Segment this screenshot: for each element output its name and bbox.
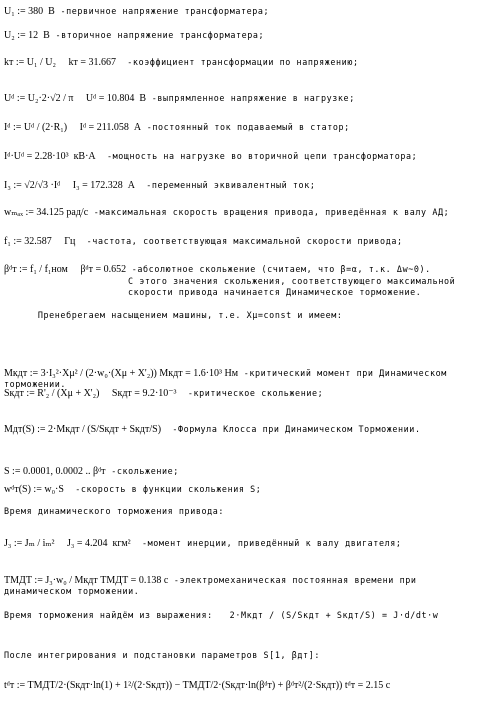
comment-beta-note-2: скорости привода начинается Динамическое торможение. — [128, 287, 422, 297]
formula-u1: U₁ := 380 В — [4, 6, 55, 17]
formula-f1: f₁ := 32.587 Гц — [4, 236, 76, 247]
formula-power: Iᵈ·Uᵈ = 2.28·10³ кВ·А — [4, 151, 96, 162]
line-i3 — [4, 180, 316, 191]
comment-speed: -скорость в функции скольжения S; — [63, 484, 262, 494]
comment-id: -постоянный ток подаваемый в статор; — [141, 122, 350, 132]
line-slip — [4, 466, 179, 477]
comment-j3: -момент инерции, приведённый к валу двигателя; — [130, 538, 402, 548]
line-wmax — [4, 207, 489, 218]
formula-wmax: wₘₐₓ := 34.125 рад/с — [4, 207, 89, 218]
formula-i3: I₃ := √2/√3 ·Iᵈ I₃ = 172.328 А — [4, 180, 135, 191]
formula-skdt: Sкдт := R'₂ / (Xμ + X'₂) Sкдт = 9.2·10⁻³ — [4, 388, 177, 399]
line-f1 — [4, 236, 403, 247]
line-beta-note-2 — [128, 287, 421, 298]
line-power — [4, 151, 417, 162]
line-kt — [4, 57, 359, 68]
comment-mkdt: -критический момент при Динамическом торможении. — [4, 368, 447, 389]
line-u2 — [4, 30, 264, 41]
braking-time-heading: Время динамического торможения привода: — [4, 506, 225, 516]
line-id — [4, 122, 350, 133]
comment-beta: -абсолютное скольжение (считаем, что β=α, т.к. Δw~0). — [126, 264, 431, 274]
line-ud — [4, 93, 355, 104]
line-assumption — [4, 310, 343, 321]
formula-mkdt: Mкдт := 3·I₃²·Xμ² / (2·w₀·(Xμ + X'₂)) Mкдт = 1.6·10³ Нм — [4, 368, 239, 379]
formula-slip: S := 0.0001, 0.0002 .. βᵈᴛ — [4, 466, 106, 477]
line-u1 — [4, 6, 269, 17]
formula-speed: wᵈᴛ(S) := w₀·S — [4, 484, 64, 495]
formula-ud: Uᵈ := U₂·2·√2 / π Uᵈ = 10.804 В — [4, 93, 147, 104]
comment-kt: -коэффициент трансформации по напряжению; — [116, 57, 359, 67]
comment-i3: -переменный эквивалентный ток; — [134, 180, 316, 190]
line-j3 — [4, 538, 402, 549]
formula-kloss: Mдт(S) := 2·Mкдт / (S/Sкдт + Sкдт/S) — [4, 424, 162, 435]
line-skdt — [4, 388, 323, 399]
formula-id: Iᵈ := Uᵈ / (2·R₁) Iᵈ = 211.058 А — [4, 122, 142, 133]
comment-u2: -вторичное напряжение трансформатера; — [49, 30, 265, 40]
formula-beta: βᵈᴛ := f₁ / f₁ном βᵈᴛ = 0.652 — [4, 264, 127, 275]
comment-ud: -выпрямленное напряжение в нагрузке; — [146, 93, 355, 103]
braking-equation: Время торможения найдём из выражения: 2·Mкдт / (S/Sкдт + Sкдт/S) = J·d/dt·w — [4, 610, 439, 620]
formula-j3: J₃ := Jₘ / iₘ² J₃ = 4.204 кгм² — [4, 538, 131, 549]
comment-skdt: -критическое скольжение; — [176, 388, 324, 398]
line-beta-note-1 — [128, 276, 455, 287]
line-braking-time-heading — [4, 506, 224, 517]
line-speed — [4, 484, 261, 495]
comment-f1: -частота, соответствующая максимальной скорости привода; — [75, 236, 403, 246]
integration-note: После интегрирования и подстановки параметров S[1, βдт]: — [4, 650, 320, 660]
formula-tdt: tᵈᴛ := TМДТ/2·(Sкдт·ln(1) + 1²/(2·Sкдт)) − TМДТ/2·(Sкдт·ln(βᵈᴛ) + βᵈᴛ²/(2·Sкдт)) tᵈᴛ = 2.15 с — [4, 680, 391, 691]
comment-beta-note-1: С этого значения скольжения, соответствующего максимальной — [128, 276, 456, 286]
line-kloss — [4, 424, 421, 435]
formula-kt: kᴛ := U₁ / U₂ kᴛ = 31.667 — [4, 57, 116, 68]
comment-assumption: Пренебрегаем насыщением машины, т.е. Xμ=const и имеем: — [4, 310, 343, 320]
line-braking-equation — [4, 610, 438, 621]
comment-tmdt: -электромеханическая постоянная времени при динамическом торможении. — [4, 575, 417, 596]
comment-power: -мощность на нагрузке во вторичной цепи трансформатора; — [95, 151, 418, 161]
comment-u1: -первичное напряжение трансформатера; — [54, 6, 270, 16]
line-tmdt — [4, 575, 489, 597]
comment-wmax: -максимальная скорость вращения привода, приведённая к валу АД; — [88, 207, 450, 217]
line-mkdt — [4, 368, 489, 390]
comment-slip: -скольжение; — [105, 466, 179, 476]
comment-kloss: -Формула Клосса при Динамическом Торможении. — [161, 424, 421, 434]
line-tdt — [4, 680, 489, 691]
line-integration — [4, 650, 320, 661]
formula-u2: U₂ := 12 В — [4, 30, 50, 41]
formula-tmdt: TМДТ := J₃·w₀ / Mкдт TМДТ = 0.138 с — [4, 575, 169, 586]
line-beta — [4, 264, 431, 275]
